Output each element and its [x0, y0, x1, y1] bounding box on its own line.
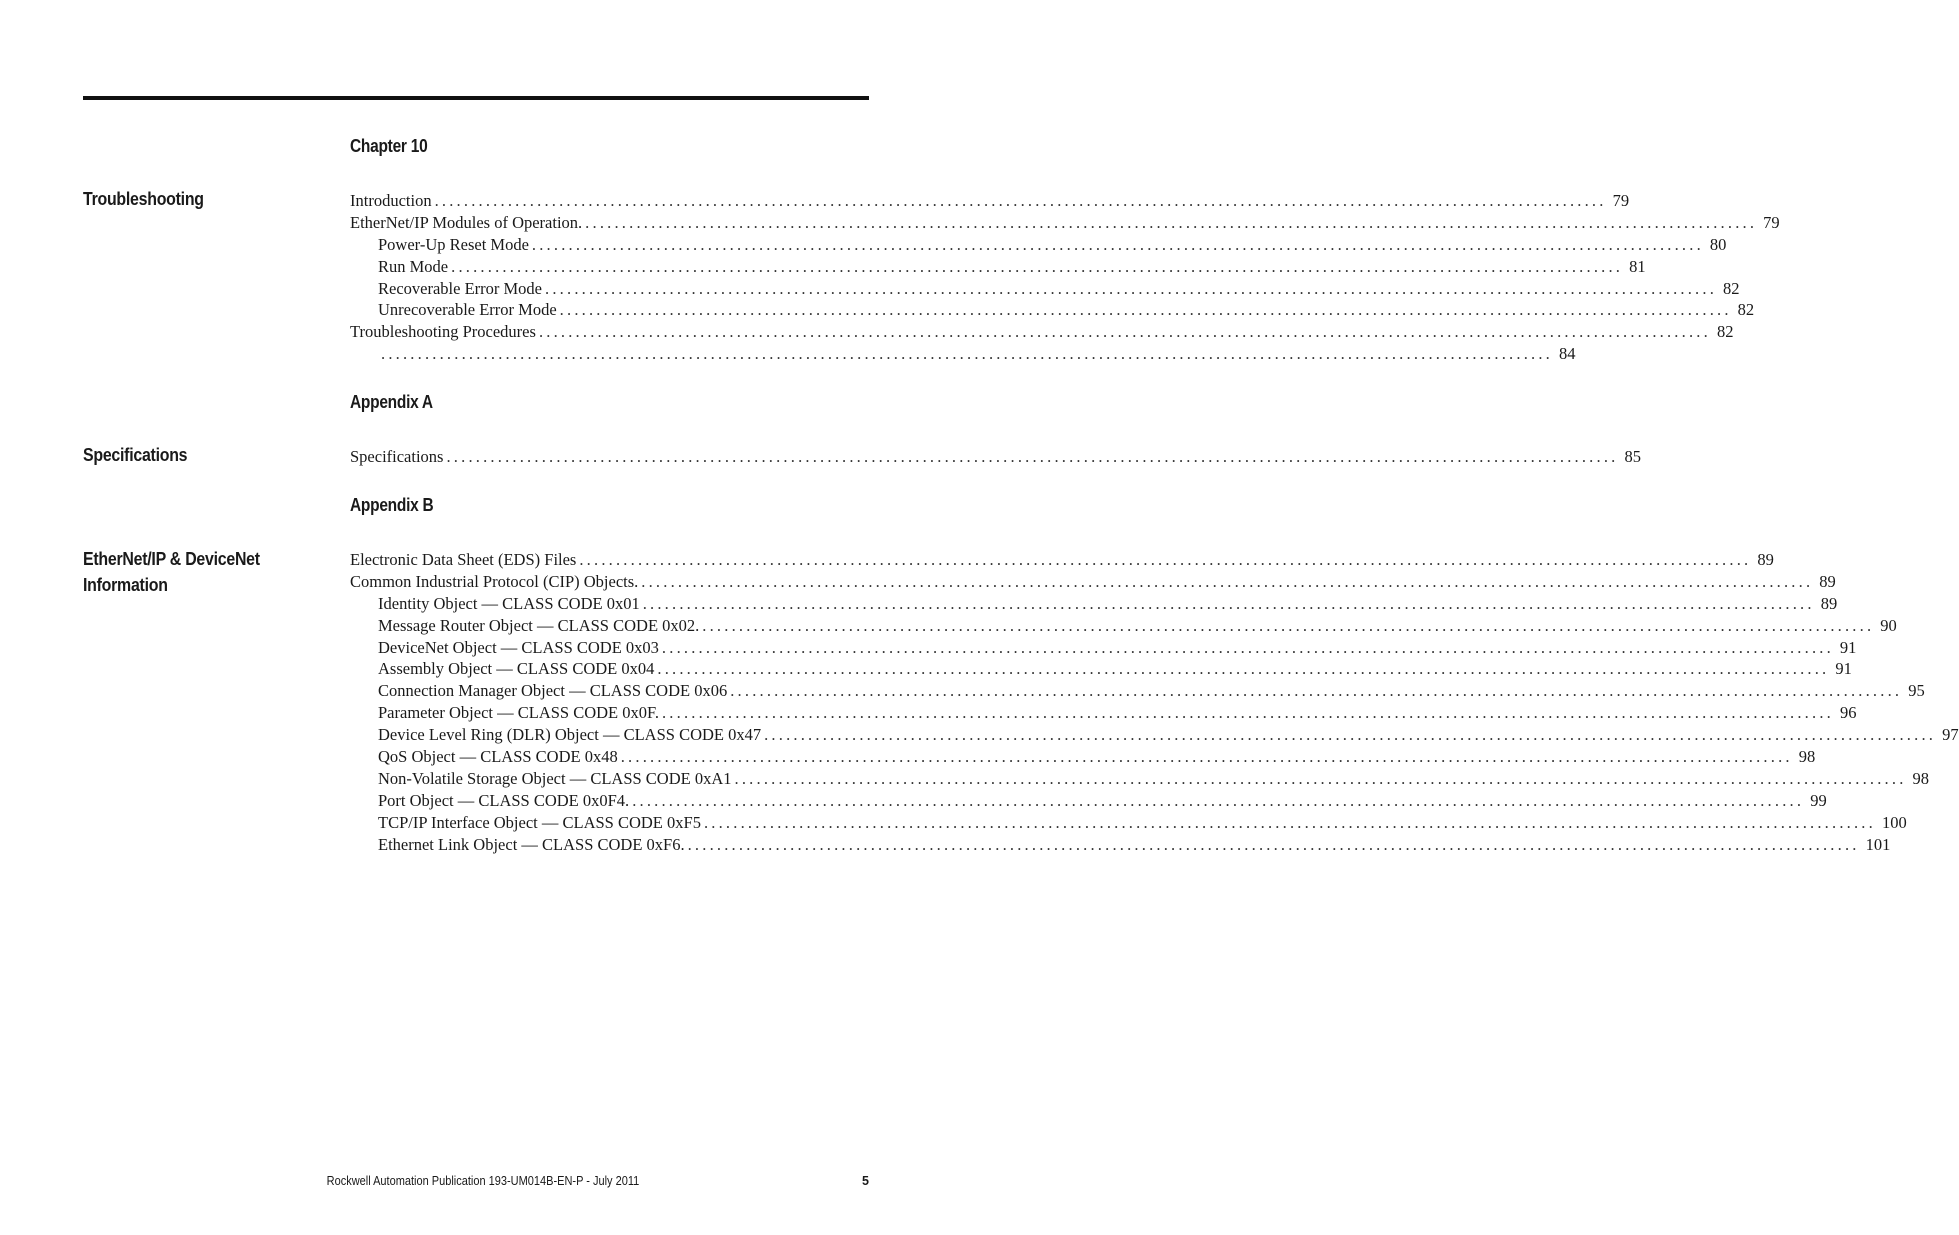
- toc-entry-text: Device Level Ring (DLR) Object — CLASS CODE 0x47: [378, 725, 762, 745]
- chapter-label: Appendix B: [350, 495, 434, 515]
- leader-dots: ................................................................................................................................................................: [702, 615, 1875, 635]
- toc-entry-page: 79: [1612, 191, 1630, 210]
- toc-entry[interactable]: [350, 278, 1740, 300]
- toc-entry[interactable]: [350, 190, 1630, 212]
- leader-dots: ................................................................................................................................................................: [531, 234, 1704, 254]
- toc-entry-page: 90: [1880, 615, 1897, 635]
- toc-entry[interactable]: [350, 299, 1755, 321]
- toc-entry-text: Electronic Data Sheet (EDS) Files: [350, 550, 577, 569]
- section-title-line: Information: [83, 574, 168, 595]
- leader-dots: ................................................................................................................................................................: [764, 725, 1937, 745]
- chapter-label: Chapter 10: [350, 136, 428, 156]
- leader-dots: ................................................................................................................................................................: [632, 790, 1805, 810]
- toc-entry-text: Ethernet Link Object — CLASS CODE 0xF6.: [378, 834, 685, 854]
- toc-entry-page: 82: [1737, 300, 1755, 320]
- toc-entry[interactable]: [350, 256, 1646, 278]
- toc-entry[interactable]: [350, 680, 1925, 702]
- toc-entry-text: Introduction: [350, 191, 432, 210]
- toc-entry[interactable]: [350, 768, 1930, 790]
- toc-entry[interactable]: [350, 571, 1836, 593]
- toc-entry-page: 101: [1865, 834, 1891, 854]
- toc-entry-page: 82: [1716, 322, 1734, 342]
- leader-dots: ................................................................................................................................................................: [538, 322, 1711, 342]
- toc-entry[interactable]: [350, 234, 1727, 256]
- leader-dots: ................................................................................................................................................................: [579, 550, 1752, 569]
- toc-entry-text: Specifications: [350, 447, 444, 466]
- toc-entry-text: EtherNet/IP Modules of Operation.: [350, 212, 583, 232]
- toc-entry-text: Message Router Object — CLASS CODE 0x02.: [378, 615, 700, 635]
- toc-entry-page: 79: [1763, 212, 1780, 232]
- section-title-line: EtherNet/IP & DeviceNet: [83, 548, 260, 569]
- toc-entry-text: Connection Manager Object — CLASS CODE 0x06: [378, 681, 728, 701]
- section-title: [83, 442, 298, 468]
- toc-entry-text: TCP/IP Interface Object — CLASS CODE 0xF5: [378, 812, 701, 832]
- toc-entry-text: Recoverable Error Mode: [378, 278, 543, 298]
- leader-dots: ................................................................................................................................................................: [730, 681, 1903, 701]
- toc-entry-text: Port Object — CLASS CODE 0x0F4.: [378, 790, 630, 810]
- leader-dots: ................................................................................................................................................................: [446, 447, 1619, 466]
- toc-entry[interactable]: [350, 637, 1857, 659]
- leader-dots: ................................................................................................................................................................: [585, 212, 1758, 232]
- publication-info: Rockwell Automation Publication 193-UM014B-EN-P - July 2011: [326, 1174, 639, 1188]
- leader-dots: ................................................................................................................................................................: [381, 344, 1553, 364]
- section-title-line: Troubleshooting: [83, 188, 204, 209]
- toc-entry-text: DeviceNet Object — CLASS CODE 0x03: [378, 637, 659, 657]
- toc-entry-page: 89: [1820, 593, 1838, 613]
- leader-dots: ................................................................................................................................................................: [642, 593, 1815, 613]
- leader-dots: ................................................................................................................................................................: [620, 747, 1793, 767]
- toc-entry[interactable]: [350, 343, 1576, 365]
- leader-dots: ................................................................................................................................................................: [451, 256, 1624, 276]
- toc-entry-page: 81: [1629, 256, 1646, 276]
- toc-entry-text: Assembly Object — CLASS CODE 0x04: [378, 659, 655, 679]
- toc-entry-page: 100: [1881, 812, 1907, 832]
- section-title: [83, 546, 298, 598]
- section-title-line: Specifications: [83, 444, 188, 465]
- leader-dots: ................................................................................................................................................................: [657, 659, 1830, 679]
- toc-list: [350, 190, 1780, 365]
- toc-entry[interactable]: [350, 746, 1816, 768]
- page-number: 5: [862, 1174, 869, 1188]
- toc-entry-page: 96: [1839, 703, 1857, 723]
- toc-entry[interactable]: [350, 702, 1857, 724]
- leader-dots: ................................................................................................................................................................: [661, 637, 1834, 657]
- chapter-label: Appendix A: [350, 392, 433, 412]
- toc-entry[interactable]: [350, 446, 1641, 468]
- toc-entry-text: Common Industrial Protocol (CIP) Objects.: [350, 571, 639, 591]
- toc-entry-page: 89: [1819, 571, 1836, 591]
- toc-entry[interactable]: [350, 724, 1959, 746]
- header-rule: [83, 96, 869, 100]
- page-footer: [300, 1174, 869, 1190]
- leader-dots: ................................................................................................................................................................: [703, 812, 1876, 832]
- toc-entry[interactable]: [350, 212, 1780, 234]
- toc-entry-page: 95: [1908, 681, 1925, 701]
- toc-entry-page: 98: [1912, 768, 1930, 788]
- toc-entry-page: 99: [1810, 790, 1827, 810]
- toc-entry[interactable]: [350, 790, 1827, 812]
- toc-entry-text: Power-Up Reset Mode: [378, 234, 529, 254]
- leader-dots: ................................................................................................................................................................: [687, 834, 1860, 854]
- toc-entry-text: Identity Object — CLASS CODE 0x01: [378, 593, 640, 613]
- toc-entry-text: Run Mode: [378, 256, 449, 276]
- leader-dots: ................................................................................................................................................................: [734, 768, 1907, 788]
- leader-dots: ................................................................................................................................................................: [545, 278, 1718, 298]
- toc-entry-page: 84: [1559, 344, 1576, 364]
- toc-entry[interactable]: [350, 658, 1852, 680]
- leader-dots: ................................................................................................................................................................: [559, 300, 1732, 320]
- toc-entry-text: Parameter Object — CLASS CODE 0x0F.: [378, 703, 659, 723]
- toc-entry[interactable]: [350, 593, 1838, 615]
- toc-entry-text: Non-Volatile Storage Object — CLASS CODE 0xA1: [378, 768, 732, 788]
- section-title: [83, 186, 298, 212]
- toc-entry-page: 89: [1757, 550, 1774, 569]
- toc-entry[interactable]: [350, 834, 1891, 856]
- toc-entry-page: 85: [1624, 447, 1641, 466]
- toc-list: [350, 549, 1959, 855]
- toc-entry-page: 80: [1709, 234, 1727, 254]
- leader-dots: ................................................................................................................................................................: [434, 191, 1607, 210]
- toc-entry-text: Troubleshooting Procedures: [350, 322, 536, 342]
- leader-dots: ................................................................................................................................................................: [641, 571, 1814, 591]
- toc-entry-page: 91: [1835, 659, 1852, 679]
- toc-entry-page: 97: [1942, 725, 1959, 745]
- toc-entry[interactable]: [350, 615, 1897, 637]
- toc-entry[interactable]: [350, 549, 1774, 571]
- toc-entry-page: 91: [1839, 637, 1857, 657]
- leader-dots: ................................................................................................................................................................: [661, 703, 1834, 723]
- toc-entry-text: Unrecoverable Error Mode: [378, 300, 557, 320]
- toc-entry[interactable]: [350, 321, 1734, 343]
- toc-entry-page: 98: [1798, 747, 1816, 767]
- toc-entry-text: QoS Object — CLASS CODE 0x48: [378, 747, 618, 767]
- toc-list: [350, 446, 1641, 468]
- toc-entry[interactable]: [350, 812, 1907, 834]
- toc-entry-page: 82: [1723, 278, 1740, 298]
